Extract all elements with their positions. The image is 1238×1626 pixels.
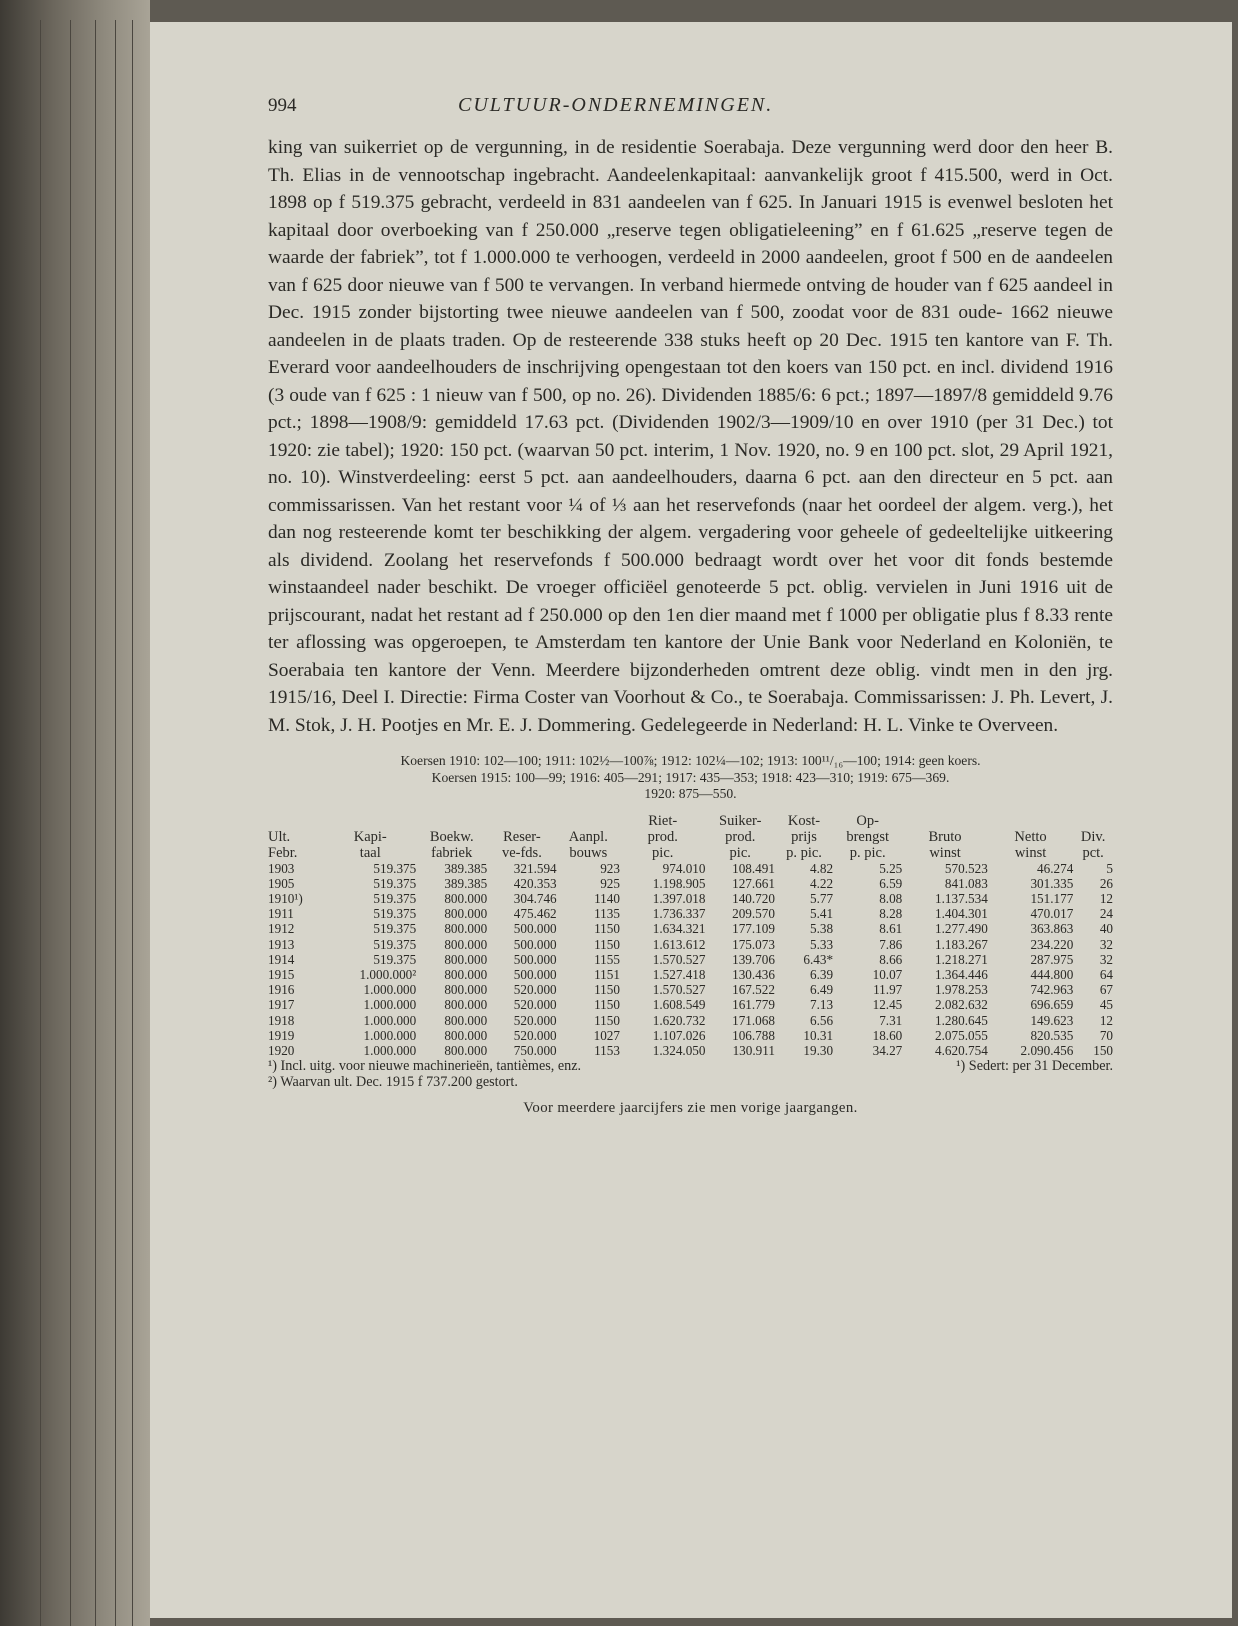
column-header xyxy=(324,813,416,829)
table-cell: 1918 xyxy=(268,1012,295,1028)
table-cell: 1151 xyxy=(594,966,620,982)
table-header-row xyxy=(268,829,1113,845)
financial-table xyxy=(268,813,1113,1059)
table-cell: 519.375 xyxy=(373,921,417,937)
table-cell: 1150 xyxy=(594,1012,620,1028)
table-cell: 1917 xyxy=(268,997,295,1013)
table-row xyxy=(268,937,1113,952)
table-cell: 1.000.000 xyxy=(363,1027,417,1043)
footnote-1: ¹) Incl. uitg. voor nieuwe machinerieën, tantièmes, enz. xyxy=(268,1058,582,1075)
table-cell: 1.570.527 xyxy=(652,982,706,998)
table-cell: 1155 xyxy=(594,951,620,967)
column-header: Div. xyxy=(1080,828,1106,845)
table-cell: 11.97 xyxy=(873,982,903,998)
table-cell: 1.527.418 xyxy=(652,966,706,982)
page-header xyxy=(268,94,1113,134)
table-cell: 32 xyxy=(1099,936,1113,952)
footnote-1-right: ¹) Sedert: per 31 December. xyxy=(956,1058,1113,1075)
table-cell: 389.385 xyxy=(444,875,488,891)
table-cell: 1.570.527 xyxy=(652,951,706,967)
page-number: 994 xyxy=(268,95,297,116)
table-cell: 8.28 xyxy=(879,906,903,922)
table-cell: 6.56 xyxy=(809,1012,834,1028)
table-cell: 177.109 xyxy=(732,921,775,937)
column-header: brengst xyxy=(846,828,889,845)
column-header: pic. xyxy=(652,844,674,861)
table-cell: 800.000 xyxy=(444,906,488,922)
table-cell: 26 xyxy=(1099,875,1113,891)
table-cell: 24 xyxy=(1099,906,1113,922)
column-header: Febr. xyxy=(268,844,298,861)
table-row xyxy=(268,997,1113,1012)
column-header xyxy=(487,813,556,829)
table-cell: 1914 xyxy=(268,951,295,967)
table-cell: 974.010 xyxy=(662,860,706,876)
table-cell: 1.218.271 xyxy=(935,951,988,967)
table-cell: 7.31 xyxy=(879,1012,903,1028)
table-header-row xyxy=(268,845,1113,861)
table-row xyxy=(268,891,1113,906)
table-cell: 1.397.018 xyxy=(652,890,706,906)
table-cell: 45 xyxy=(1099,997,1113,1013)
column-header: pct. xyxy=(1082,844,1104,861)
table-cell: 1150 xyxy=(594,921,620,937)
table-cell: 1912 xyxy=(268,921,295,937)
column-header: Aanpl. xyxy=(568,828,608,845)
table-cell: 287.975 xyxy=(1030,951,1074,967)
table-cell: 149.623 xyxy=(1030,1012,1074,1028)
table-row xyxy=(268,952,1113,967)
table-cell: 1.198.905 xyxy=(652,875,706,891)
table-cell: 1.000.000 xyxy=(363,1012,417,1028)
page xyxy=(150,22,1232,1618)
table-cell: 519.375 xyxy=(373,936,417,952)
table-cell: 1150 xyxy=(594,936,620,952)
quotes-line: 1920: 875—550. xyxy=(644,786,737,801)
column-header: Reser- xyxy=(503,828,541,845)
column-header: p. pic. xyxy=(849,844,886,861)
table-cell: 1915 xyxy=(268,966,295,982)
table-cell: 1027 xyxy=(593,1027,620,1043)
table-cell: 10.31 xyxy=(803,1027,834,1043)
table-cell: 70 xyxy=(1099,1027,1113,1043)
column-header: Kapi- xyxy=(353,828,387,845)
table-cell: 5.77 xyxy=(809,890,834,906)
table-row xyxy=(268,861,1113,876)
table-cell: 1.277.490 xyxy=(935,921,988,937)
table-cell: 520.000 xyxy=(513,982,557,998)
running-title: CULTUUR-ONDERNEMINGEN. xyxy=(458,94,774,116)
table-cell: 1903 xyxy=(268,860,295,876)
table-cell: 1.000.000² xyxy=(359,966,417,982)
table-row xyxy=(268,876,1113,891)
table-cell: 1920 xyxy=(268,1042,295,1058)
table-cell: 750.000 xyxy=(513,1042,557,1058)
table-cell: 6.59 xyxy=(879,875,903,891)
table-cell: 519.375 xyxy=(373,860,417,876)
table-cell: 64 xyxy=(1099,966,1113,982)
column-header: p. pic. xyxy=(786,844,822,861)
table-cell: 800.000 xyxy=(444,1027,488,1043)
table-cell: 4.22 xyxy=(809,875,834,891)
table-cell: 7.13 xyxy=(809,997,834,1013)
table-cell: 1135 xyxy=(594,906,620,922)
table-cell: 1905 xyxy=(268,875,295,891)
table-cell: 1.364.446 xyxy=(935,966,988,982)
table-cell: 420.353 xyxy=(513,875,557,891)
column-header: Boekw. xyxy=(429,828,474,845)
table-cell: 2.090.456 xyxy=(1020,1042,1074,1058)
column-header: Kost- xyxy=(787,812,821,829)
price-quotes xyxy=(268,753,1113,803)
table-cell: 32 xyxy=(1099,951,1113,967)
table-cell: 363.863 xyxy=(1030,921,1074,937)
table-cell: 800.000 xyxy=(444,951,488,967)
table-cell: 6.43* xyxy=(803,951,834,967)
table-cell: 321.594 xyxy=(513,860,557,876)
table-cell: 8.08 xyxy=(879,890,903,906)
table-cell: 1.107.026 xyxy=(652,1027,706,1043)
table-cell: 742.963 xyxy=(1030,982,1074,998)
table-cell: 4.620.754 xyxy=(935,1042,988,1058)
column-header: winst xyxy=(929,844,961,861)
table-cell: 6.39 xyxy=(809,966,834,982)
column-header xyxy=(557,813,620,829)
table-cell: 444.800 xyxy=(1030,966,1074,982)
table-cell: 500.000 xyxy=(513,936,557,952)
more-figures-note: Voor meerdere jaarcijfers zie men vorige jaargangen. xyxy=(523,1100,858,1117)
table-cell: 2.075.055 xyxy=(935,1027,988,1043)
table-row xyxy=(268,906,1113,921)
table-cell: 696.659 xyxy=(1030,997,1074,1013)
table-cell: 800.000 xyxy=(444,890,488,906)
table-cell: 140.720 xyxy=(732,890,775,906)
table-cell: 1.137.534 xyxy=(935,890,988,906)
table-cell: 1913 xyxy=(268,936,295,952)
table-cell: 1919 xyxy=(268,1027,295,1043)
table-cell: 519.375 xyxy=(373,890,417,906)
table-cell: 1140 xyxy=(594,890,620,906)
table-cell: 1.978.253 xyxy=(935,982,988,998)
table-cell: 923 xyxy=(600,860,620,876)
table-cell: 8.66 xyxy=(879,951,903,967)
quotes-line: Koersen 1910: 102—100; 1911: 102½—100⅞; 1912: 102¼—102; 1913: 100¹¹/₁₆—100; 1914: geen koers. xyxy=(400,753,981,768)
column-header: taal xyxy=(359,844,381,861)
table-cell: 1.634.321 xyxy=(652,921,706,937)
column-header xyxy=(416,813,487,829)
column-header: Ult. xyxy=(268,828,291,845)
table-cell: 127.661 xyxy=(732,875,775,891)
table-row xyxy=(268,1013,1113,1028)
column-header: prijs xyxy=(791,828,817,845)
table-cell: 1.000.000 xyxy=(363,997,417,1013)
table-cell: 1.183.267 xyxy=(935,936,988,952)
table-row xyxy=(268,982,1113,997)
table-cell: 1150 xyxy=(594,997,620,1013)
table-cell: 520.000 xyxy=(513,1027,557,1043)
table-cell: 800.000 xyxy=(444,1042,488,1058)
table-cell: 130.436 xyxy=(732,966,775,982)
column-header: fabriek xyxy=(431,844,473,861)
column-header xyxy=(268,813,324,829)
table-cell: 1150 xyxy=(594,982,620,998)
table-cell: 475.462 xyxy=(513,906,557,922)
table-cell: 5.38 xyxy=(809,921,834,937)
table-cell: 12 xyxy=(1099,1012,1113,1028)
column-header xyxy=(988,813,1074,829)
table-cell: 12.45 xyxy=(872,997,903,1013)
table-cell: 40 xyxy=(1099,921,1113,937)
table-cell: 7.86 xyxy=(879,936,903,952)
page-content xyxy=(268,94,1113,1117)
table-cell: 18.60 xyxy=(872,1027,903,1043)
table-cell: 5.25 xyxy=(879,860,903,876)
table-cell: 841.083 xyxy=(944,875,988,891)
table-cell: 520.000 xyxy=(513,997,557,1013)
table-row xyxy=(268,921,1113,936)
footnote-2: ²) Waarvan ult. Dec. 1915 f 737.200 gestort. xyxy=(268,1074,518,1091)
table-cell: 1153 xyxy=(594,1042,620,1058)
table-cell: 4.82 xyxy=(809,860,834,876)
table-cell: 1.613.612 xyxy=(652,936,706,952)
table-cell: 171.068 xyxy=(732,1012,775,1028)
table-cell: 520.000 xyxy=(513,1012,557,1028)
table-cell: 5.41 xyxy=(809,906,834,922)
table-cell: 1910¹) xyxy=(268,890,303,906)
table-cell: 1.000.000 xyxy=(363,1042,417,1058)
table-cell: 1.324.050 xyxy=(652,1042,706,1058)
column-header: Suiker- xyxy=(719,812,762,829)
table-cell: 67 xyxy=(1099,982,1113,998)
column-header: ve-fds. xyxy=(501,844,542,861)
column-header: prod. xyxy=(647,828,678,845)
column-header: Netto xyxy=(1014,828,1047,845)
table-cell: 1.280.645 xyxy=(935,1012,988,1028)
table-cell: 106.788 xyxy=(732,1027,775,1043)
table-row xyxy=(268,1028,1113,1043)
table-cell: 12 xyxy=(1099,890,1113,906)
table-cell: 304.746 xyxy=(513,890,557,906)
table-cell: 519.375 xyxy=(373,906,417,922)
table-cell: 5 xyxy=(1106,860,1113,876)
table-cell: 389.385 xyxy=(444,860,488,876)
table-cell: 925 xyxy=(600,875,620,891)
table-cell: 570.523 xyxy=(944,860,988,876)
table-cell: 108.491 xyxy=(732,860,775,876)
table-cell: 175.073 xyxy=(732,936,775,952)
table-cell: 234.220 xyxy=(1030,936,1074,952)
table-cell: 161.779 xyxy=(732,997,775,1013)
table-cell: 800.000 xyxy=(444,997,488,1013)
table-cell: 800.000 xyxy=(444,1012,488,1028)
table-cell: 151.177 xyxy=(1030,890,1074,906)
table-header-row xyxy=(268,813,1113,829)
column-header: pic. xyxy=(729,844,751,861)
table-cell: 6.49 xyxy=(809,982,834,998)
table-cell: 500.000 xyxy=(513,921,557,937)
table-cell: 1.736.337 xyxy=(652,906,706,922)
table-cell: 1.404.301 xyxy=(935,906,988,922)
table-cell: 209.570 xyxy=(732,906,775,922)
table-cell: 2.082.632 xyxy=(935,997,988,1013)
table-cell: 10.07 xyxy=(872,966,903,982)
table-cell: 5.33 xyxy=(809,936,834,952)
quotes-line: Koersen 1915: 100—99; 1916: 405—291; 1917: 435—353; 1918: 423—310; 1919: 675—369. xyxy=(431,769,950,785)
table-cell: 139.706 xyxy=(732,951,775,967)
table-cell: 1.000.000 xyxy=(363,982,417,998)
book-edge xyxy=(0,0,150,1626)
table-cell: 167.522 xyxy=(732,982,775,998)
table-cell: 1916 xyxy=(268,982,295,998)
table-cell: 500.000 xyxy=(513,951,557,967)
body-paragraph: king van suikerriet op de vergunning, in de residentie Soerabaja. Deze vergunning werd door den heer B. Th. Elias in de vennootschap ingebracht. Aandeelenkapitaal: aanvankelijk groot f 415.500, werd in Oct. 1898 op f 519.375 gebracht, verdeeld in 831 aandeelen van f 625. In Januari 1915 is evenwel besloten het kapitaal door overboeking van f 250.000 „reserve tegen obligatieleening” en f 61.625 „reserve tegen de waarde der fabriek”, tot f 1.000.000 te verhoogen, verdeeld in 2000 aandeelen, groot f 500 en de aandeelen van f 625 door nieuwe van f 500 te vervangen. In verband hiermede ontving de houder van f 625 aandeel in Dec. 1915 zonder bijstorting twee nieuwe aandeelen van f 500, zoodat voor de 831 oude- 1662 nieuwe aandeelen in de plaats traden. Op de resteerende 338 stuks heeft op 20 Dec. 1915 ten kantore van F. Th. Everard voor aandeelhouders de inschrijving opengestaan tot den koers van 150 pct. en incl. dividend 1916 (3 oude van f 625 : 1 nieuw van f 500, op no. 26). Dividenden 1885/6: 6 pct.; 1897—1897/8 gemiddeld 9.76 pct.; 1898—1908/9: gemiddeld 17.63 pct. (Dividenden 1902/3—1909/10 en over 1910 (per 31 Dec.) tot 1920: zie tabel); 1920: 150 pct. (waarvan 50 pct. interim, 1 Nov. 1920, no. 9 en 100 pct. slot, 29 April 1921, no. 10). Winstverdeeling: eerst 5 pct. aan aandeelhouders, daarna 6 pct. aan den directeur en 5 pct. aan commissarissen. Van het restant voor ¼ of ⅓ aan het reservefonds (naar het oordeel der algem. verg.), het dan nog resteerende komt ter beschikking der algem. vergadering voor geheele of gedeeltelijke uitkeering als dividend. Zoolang het reservefonds f 500.000 bedraagt wordt over het voor dit fonds bestemde winstaandeel nader beschikt. De vroeger officiëel genoteerde 5 pct. oblig. vervielen in Juni 1916 uit de prijscourant, nadat het restant ad f 250.000 op den 1en dier maand met f 1000 per obligatie plus f 8.33 rente ter aflossing was opgeroepen, te Amsterdam ten kantore der Unie Bank voor Nederland en Koloniën, te Soerabaia ten kantore der Venn. Meerdere bijzonderheden omtrent deze oblig. vindt men in den jrg. 1915/16, Deel I. Directie: Firma Coster van Voorhout & Co., te Soerabaja. Commissarissen: J. Ph. Levert, J. M. Stok, J. H. Pootjes en Mr. E. J. Dommering. Gedelegeerde in Nederland: H. L. Vinke te Overveen. xyxy=(268,137,1113,736)
table-cell: 519.375 xyxy=(373,951,417,967)
table-cell: 130.911 xyxy=(732,1042,775,1058)
table-row xyxy=(268,967,1113,982)
table-cell: 1.608.549 xyxy=(652,997,706,1013)
column-header xyxy=(902,813,988,829)
table-cell: 301.335 xyxy=(1030,875,1074,891)
table-cell: 800.000 xyxy=(444,966,488,982)
table-cell: 800.000 xyxy=(444,921,488,937)
table-cell: 820.535 xyxy=(1030,1027,1074,1043)
table-cell: 519.375 xyxy=(373,875,417,891)
column-header: Op- xyxy=(856,812,879,829)
table-row xyxy=(268,1043,1113,1058)
table-cell: 800.000 xyxy=(444,936,488,952)
table-cell: 150 xyxy=(1093,1042,1113,1058)
column-header: Riet- xyxy=(648,812,678,829)
table-cell: 8.61 xyxy=(879,921,903,937)
table-cell: 19.30 xyxy=(803,1042,834,1058)
column-header: prod. xyxy=(725,828,756,845)
column-header: winst xyxy=(1014,844,1047,861)
column-header: bouws xyxy=(569,844,608,861)
table-cell: 470.017 xyxy=(1030,906,1074,922)
column-header: Bruto xyxy=(928,828,962,845)
table-cell: 46.274 xyxy=(1037,860,1074,876)
table-cell: 34.27 xyxy=(872,1042,903,1058)
column-header xyxy=(1073,813,1113,829)
table-cell: 500.000 xyxy=(513,966,557,982)
table-cell: 800.000 xyxy=(444,982,488,998)
table-cell: 1.620.732 xyxy=(652,1012,706,1028)
footnotes xyxy=(268,1058,1113,1090)
table-cell: 1911 xyxy=(268,906,294,922)
